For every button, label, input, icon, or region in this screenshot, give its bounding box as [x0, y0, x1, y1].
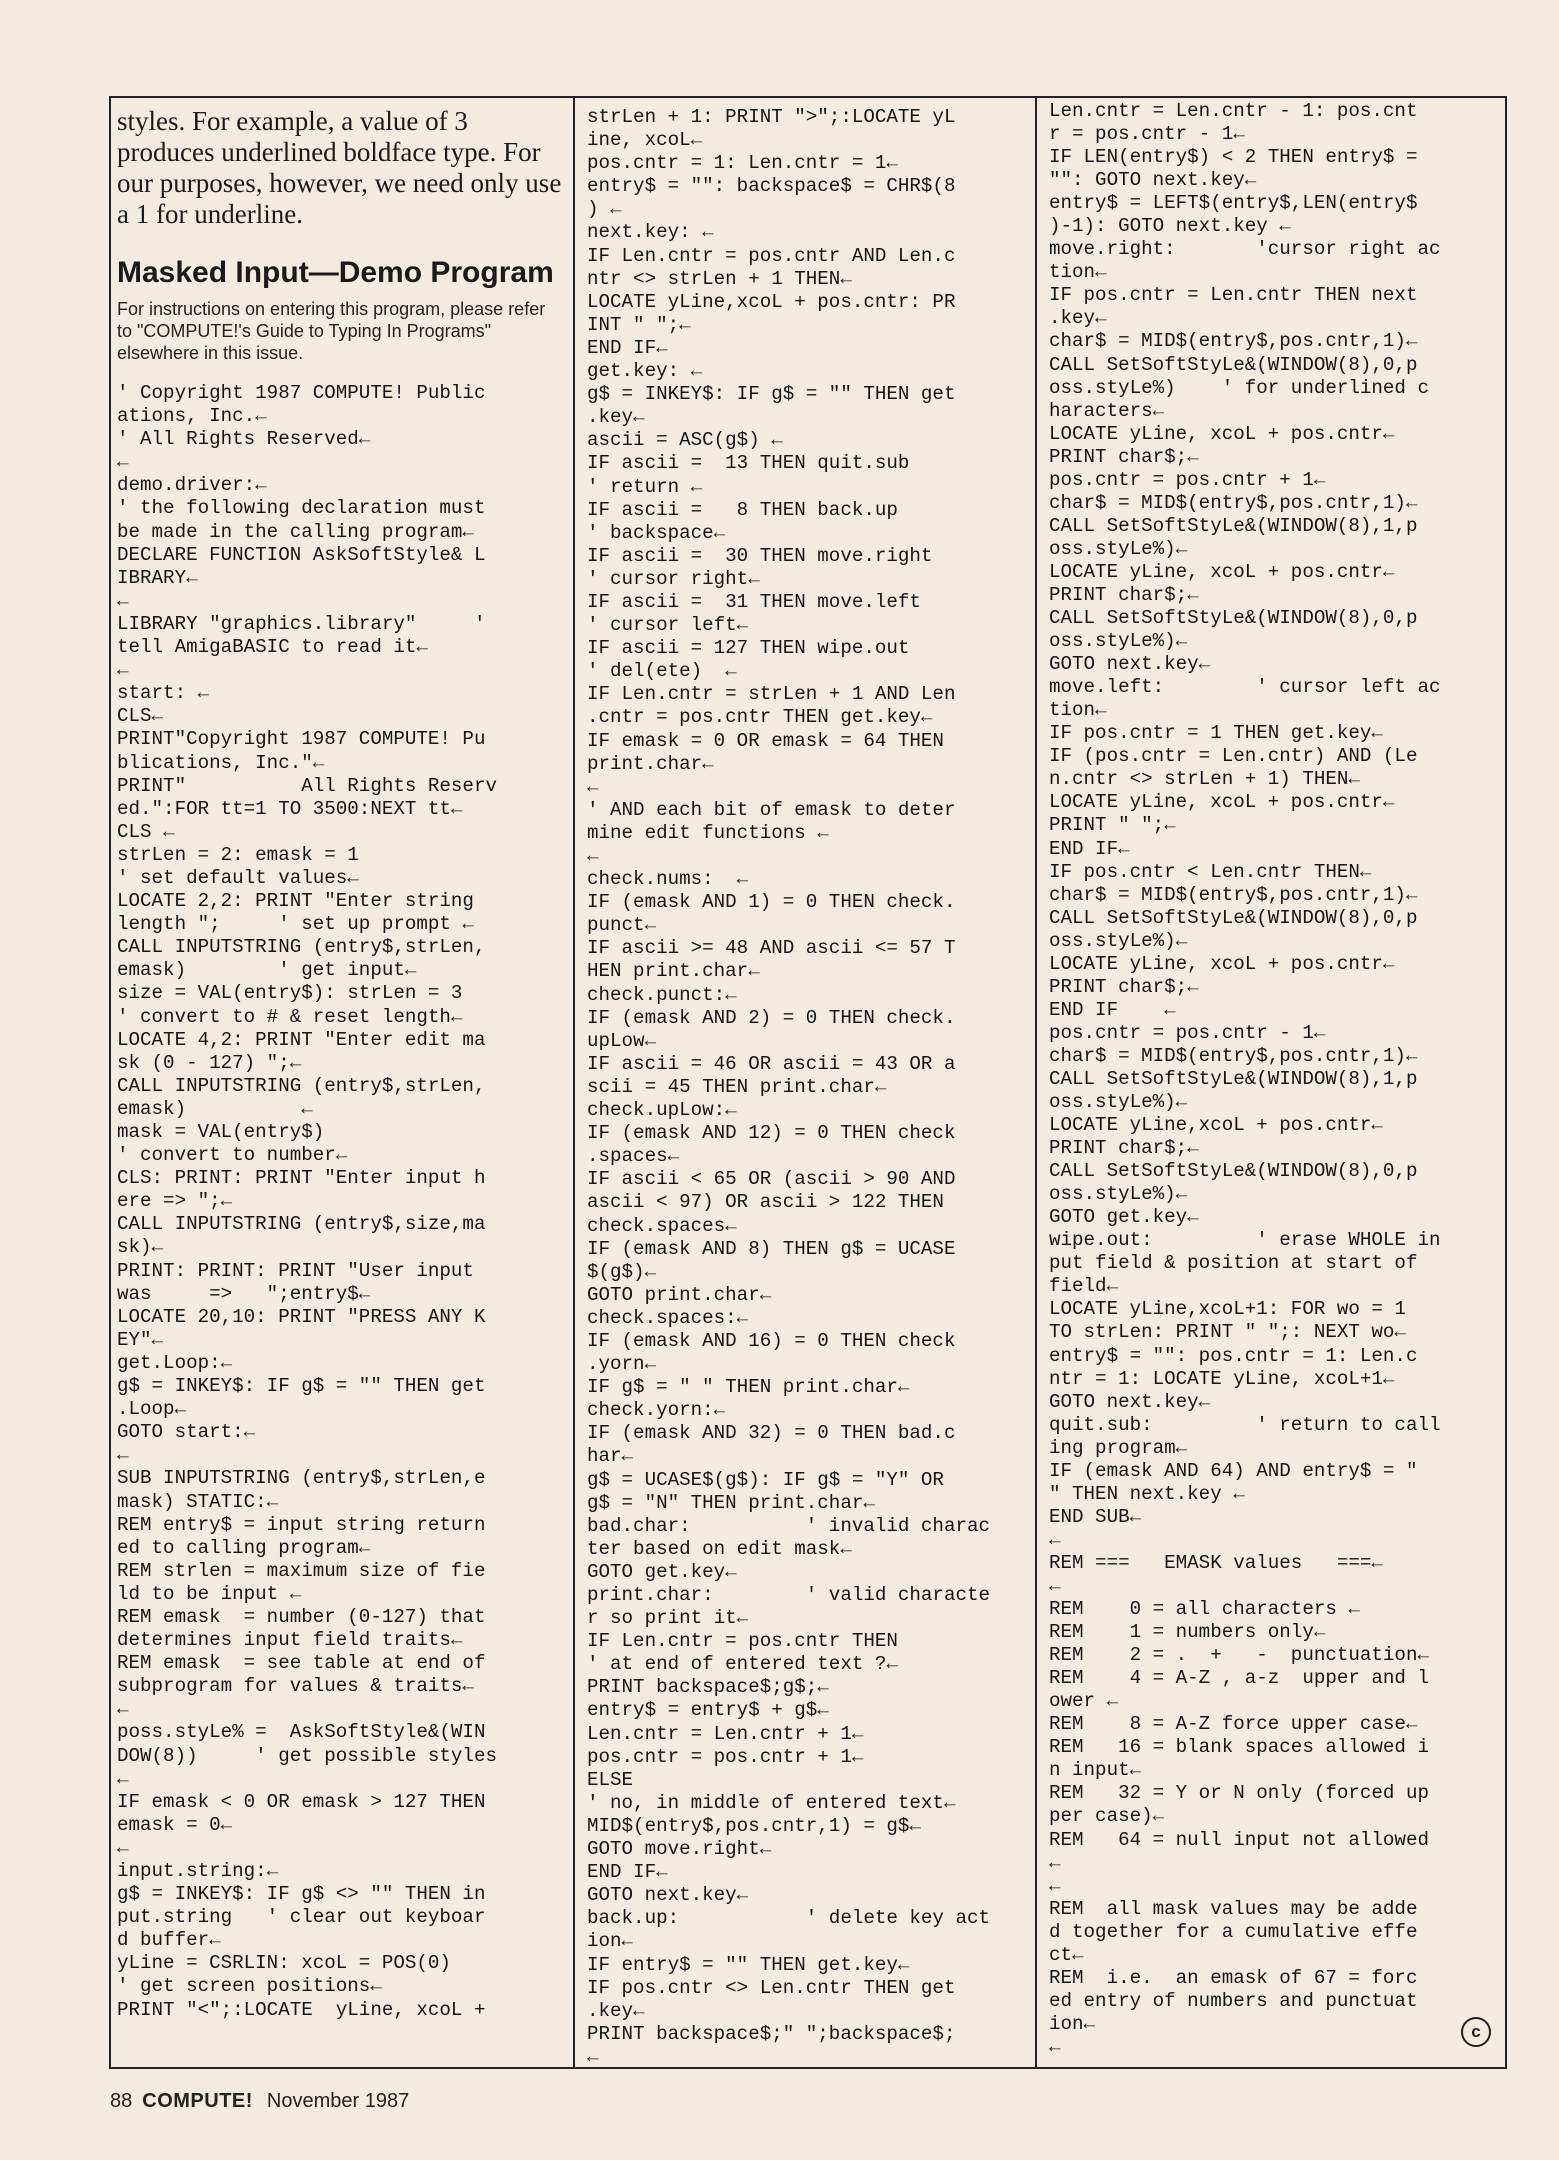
code-line: pos.cntr = pos.cntr + 1← — [587, 1745, 864, 1768]
code-line: sk)← — [117, 1236, 164, 1259]
code-line: oss.styLe%)← — [1049, 537, 1188, 560]
code-line: ← — [1049, 2035, 1061, 2058]
code-line: IF ascii = 127 THEN wipe.out — [587, 637, 910, 660]
code-line: IF pos.cntr < Len.cntr THEN← — [1049, 860, 1372, 883]
code-line: PRINT "<";:LOCATE yLine, xcoL + — [117, 1998, 486, 2021]
code-line: IF (emask AND 32) = 0 THEN bad.c — [587, 1422, 956, 1445]
code-line: move.right: 'cursor right ac — [1049, 238, 1441, 261]
code-line: strLen = 2: emask = 1 — [117, 843, 359, 866]
code-line: REM strlen = maximum size of fie — [117, 1559, 486, 1582]
code-line: g$ = UCASE$(g$): IF g$ = "Y" OR — [587, 1468, 944, 1491]
code-line: ct← — [1049, 1943, 1084, 1966]
code-line: ← — [117, 589, 129, 612]
code-line: GOTO get.key← — [1049, 1206, 1199, 1229]
code-line: CALL SetSoftStyLe&(WINDOW(8),0,p — [1049, 353, 1418, 376]
code-line: CALL SetSoftStyLe&(WINDOW(8),0,p — [1049, 607, 1418, 630]
code-line: IF (emask AND 16) = 0 THEN check — [587, 1329, 956, 1352]
code-line: har← — [587, 1445, 634, 1468]
code-line: IF ascii = 31 THEN move.left — [587, 590, 921, 613]
code-line: END SUB← — [1049, 1505, 1142, 1528]
code-line: PRINT" All Rights Reserv — [117, 774, 497, 797]
code-line: tion← — [1049, 261, 1107, 284]
code-line: ' del(ete) ← — [587, 660, 737, 683]
code-line: DECLARE FUNCTION AskSoftStyle& L — [117, 543, 486, 566]
code-line: LOCATE yLine, xcoL + pos.cntr← — [1049, 791, 1395, 814]
code-line: PRINT: PRINT: PRINT "User input — [117, 1259, 474, 1282]
code-line: ion← — [1049, 2012, 1096, 2035]
code-line: $(g$)← — [587, 1260, 657, 1283]
code-line: emask = 0← — [117, 1813, 233, 1836]
code-listing-col3 — [1049, 100, 1501, 2059]
code-line: Len.cntr = Len.cntr - 1: pos.cnt — [1049, 100, 1418, 122]
code-line: check.spaces:← — [587, 1306, 749, 1329]
code-line: PRINT char$;← — [1049, 445, 1199, 468]
code-line: ← — [117, 1767, 129, 1790]
code-line: .key← — [1049, 307, 1107, 330]
code-line: GOTO move.right← — [587, 1838, 772, 1861]
code-line: IF (emask AND 8) THEN g$ = UCASE — [587, 1237, 956, 1260]
code-line: ntr <> strLen + 1 THEN← — [587, 267, 852, 290]
code-line: d buffer← — [117, 1929, 221, 1952]
code-line: GOTO next.key← — [1049, 653, 1211, 676]
code-line: ← — [117, 1698, 129, 1721]
code-line: subprogram for values & traits← — [117, 1675, 474, 1698]
code-line: ← — [587, 845, 599, 867]
code-line: yLine = CSRLIN: xcoL = POS(0) — [117, 1952, 451, 1975]
code-line: g$ = INKEY$: IF g$ = "" THEN get — [117, 1375, 486, 1398]
code-line: CALL INPUTSTRING (entry$,size,ma — [117, 1213, 486, 1236]
code-line: REM 2 = . + - punctuation← — [1049, 1644, 1429, 1667]
code-line: LOCATE 20,10: PRINT "PRESS ANY K — [117, 1305, 486, 1328]
code-line: ← — [117, 451, 129, 474]
code-line: ' convert to # & reset length← — [117, 1005, 463, 1028]
code-line: ← — [587, 775, 599, 798]
code-line: REM 32 = Y or N only (forced up — [1049, 1782, 1429, 1805]
code-line: oss.styLe%)← — [1049, 630, 1188, 653]
code-line: move.left: ' cursor left ac — [1049, 676, 1441, 699]
code-line: CALL INPUTSTRING (entry$,strLen, — [117, 936, 486, 959]
code-line: IF ascii >= 48 AND ascii <= 57 T — [587, 937, 956, 960]
code-line: pos.cntr = pos.cntr + 1← — [1049, 468, 1326, 491]
code-line: IF (emask AND 1) = 0 THEN check. — [587, 891, 956, 914]
code-line: char$ = MID$(entry$,pos.cntr,1)← — [1049, 883, 1418, 906]
code-line: PRINT"Copyright 1987 COMPUTE! Pu — [117, 728, 486, 751]
code-line: IF ascii = 13 THEN quit.sub — [587, 452, 910, 475]
code-line: " THEN next.key ← — [1049, 1482, 1245, 1505]
code-line: check.punct:← — [587, 983, 737, 1006]
code-line: ' get screen positions← — [117, 1975, 382, 1998]
column-2 — [573, 98, 1035, 2067]
code-line: check.yorn:← — [587, 1399, 726, 1422]
code-line: SUB INPUTSTRING (entry$,strLen,e — [117, 1467, 486, 1490]
code-line: ' All Rights Reserved← — [117, 428, 371, 451]
code-line: IF pos.cntr <> Len.cntr THEN get — [587, 1976, 956, 1999]
code-line: GOTO next.key← — [587, 1884, 749, 1907]
code-line: ← — [1049, 1874, 1061, 1897]
code-line: quit.sub: ' return to call — [1049, 1413, 1441, 1436]
code-line: mask = VAL(entry$) — [117, 1121, 325, 1143]
code-line: emask) ' get input← — [117, 959, 417, 982]
code-line: poss.styLe% = AskSoftStyle&(WIN — [117, 1721, 486, 1744]
code-line: length "; ' set up prompt ← — [117, 913, 474, 936]
code-line: REM 0 = all characters ← — [1049, 1598, 1360, 1621]
code-line: END IF ← — [1049, 998, 1176, 1021]
code-line: input.string:← — [117, 1860, 279, 1882]
code-line: wipe.out: ' erase WHOLE in — [1049, 1229, 1441, 1252]
code-line: ' AND each bit of emask to deter — [587, 798, 956, 821]
code-line: CLS ← — [117, 820, 175, 843]
code-line: ascii < 97) OR ascii > 122 THEN — [587, 1191, 944, 1214]
code-line: "": GOTO next.key← — [1049, 169, 1257, 192]
code-line: size = VAL(entry$): strLen = 3 — [117, 982, 463, 1005]
code-line: IF g$ = " " THEN print.char← — [587, 1376, 910, 1399]
code-line: IF ascii = 46 OR ascii = 43 OR a — [587, 1052, 956, 1075]
code-line: ← — [117, 659, 129, 682]
code-line: print.char: ' valid characte — [587, 1584, 991, 1606]
code-line: g$ = "N" THEN print.char← — [587, 1491, 875, 1514]
column-3 — [1035, 98, 1509, 2067]
code-line: .key← — [587, 406, 645, 429]
code-line: IF ascii = 30 THEN move.right — [587, 544, 933, 567]
code-line: END IF← — [1049, 837, 1130, 860]
code-line: PRINT backspace$;g$;← — [587, 1676, 829, 1699]
code-line: END IF← — [587, 336, 668, 359]
code-line: MID$(entry$,pos.cntr,1) = g$← — [587, 1814, 921, 1837]
code-listing-col1 — [117, 382, 563, 2022]
code-line: GOTO print.char← — [587, 1283, 772, 1306]
code-line: ower ← — [1049, 1690, 1119, 1713]
code-line: LOCATE yLine, xcoL + pos.cntr← — [1049, 422, 1395, 445]
code-line: ' the following declaration must — [117, 497, 486, 520]
code-line: IF entry$ = "" THEN get.key← — [587, 1953, 910, 1976]
code-line: r = pos.cntr - 1← — [1049, 123, 1245, 146]
code-line: entry$ = LEFT$(entry$,LEN(entry$ — [1049, 192, 1418, 215]
code-line: char$ = MID$(entry$,pos.cntr,1)← — [1049, 1044, 1418, 1067]
code-line: .yorn← — [587, 1353, 657, 1376]
code-line: LOCATE yLine,xcoL + pos.cntr← — [1049, 1114, 1383, 1137]
code-line: print.char← — [587, 752, 714, 775]
code-line: CLS← — [117, 705, 164, 728]
code-line: IF pos.cntr = 1 THEN get.key← — [1049, 722, 1383, 745]
code-line: PRINT char$;← — [1049, 583, 1199, 606]
code-line: ' Copyright 1987 COMPUTE! Public — [117, 382, 486, 404]
code-line: haracters← — [1049, 399, 1165, 422]
code-line: LOCATE yLine,xcoL + pos.cntr: PR — [587, 290, 956, 313]
code-line: CLS: PRINT: PRINT "Enter input h — [117, 1167, 486, 1190]
code-line: ← — [1049, 1575, 1061, 1597]
code-line: bad.char: ' invalid charac — [587, 1514, 991, 1537]
code-line: scii = 45 THEN print.char← — [587, 1075, 887, 1098]
article-frame — [109, 96, 1507, 2069]
code-line: DOW(8)) ' get possible styles — [117, 1744, 497, 1767]
code-line: GOTO get.key← — [587, 1560, 737, 1583]
code-line: g$ = INKEY$: IF g$ <> "" THEN in — [117, 1883, 486, 1906]
code-line: REM i.e. an emask of 67 = forc — [1049, 1966, 1418, 1989]
code-line: LOCATE 4,2: PRINT "Enter edit ma — [117, 1028, 486, 1051]
code-line: tion← — [1049, 699, 1107, 722]
code-line: .key← — [587, 1999, 645, 2022]
code-line: REM 1 = numbers only← — [1049, 1621, 1326, 1644]
column-1 — [111, 98, 573, 2067]
article-end-mark: c — [1461, 2017, 1491, 2047]
code-line: start: ← — [117, 682, 210, 705]
code-line: REM 16 = blank spaces allowed i — [1049, 1736, 1429, 1759]
code-line: pos.cntr = 1: Len.cntr = 1← — [587, 152, 898, 175]
code-line: g$ = INKEY$: IF g$ = "" THEN get — [587, 383, 956, 406]
code-line: field← — [1049, 1275, 1119, 1298]
code-line: oss.styLe%)← — [1049, 929, 1188, 952]
code-line: IBRARY← — [117, 566, 198, 589]
code-line: next.key: ← — [587, 221, 714, 244]
code-line: ' backspace← — [587, 521, 726, 544]
code-line: IF (pos.cntr = Len.cntr) AND (Le — [1049, 745, 1418, 768]
code-line: GOTO start:← — [117, 1421, 256, 1444]
code-line: put field & position at start of — [1049, 1252, 1418, 1275]
code-line: REM emask = number (0-127) that — [117, 1605, 486, 1628]
code-line: check.spaces← — [587, 1214, 737, 1237]
code-line: ' cursor right← — [587, 567, 760, 590]
code-line: char$ = MID$(entry$,pos.cntr,1)← — [1049, 330, 1418, 353]
code-line: entry$ = "": pos.cntr = 1: Len.c — [1049, 1344, 1418, 1367]
code-line: INT " ";← — [587, 313, 691, 336]
page-footer — [110, 2090, 409, 2113]
code-line: REM entry$ = input string return — [117, 1513, 486, 1536]
code-line: HEN print.char← — [587, 960, 760, 983]
code-line: ' convert to number← — [117, 1144, 348, 1167]
code-line: was => ";entry$← — [117, 1282, 371, 1305]
magazine-name: COMPUTE! — [142, 2090, 253, 2112]
code-line: n input← — [1049, 1759, 1142, 1782]
code-line: IF Len.cntr = strLen + 1 AND Len — [587, 683, 956, 706]
code-line: PRINT char$;← — [1049, 1137, 1199, 1160]
code-line: IF pos.cntr = Len.cntr THEN next — [1049, 284, 1418, 307]
code-line: oss.styLe%)← — [1049, 1091, 1188, 1114]
code-line: ere => ";← — [117, 1190, 233, 1213]
code-line: ' set default values← — [117, 866, 359, 889]
code-line: LOCATE yLine, xcoL + pos.cntr← — [1049, 560, 1395, 583]
code-line: .Loop← — [117, 1398, 187, 1421]
code-line: IF Len.cntr = pos.cntr THEN — [587, 1630, 898, 1653]
code-line: IF Len.cntr = pos.cntr AND Len.c — [587, 244, 956, 267]
code-line: .spaces← — [587, 1145, 680, 1168]
code-line: ed to calling program← — [117, 1536, 371, 1559]
code-line: punct← — [587, 914, 657, 937]
code-line: END IF← — [587, 1861, 668, 1884]
code-line: REM emask = see table at end of — [117, 1652, 486, 1675]
code-line: IF ascii < 65 OR (ascii > 90 AND — [587, 1168, 956, 1191]
code-line: ' return ← — [587, 475, 703, 498]
code-line: )-1): GOTO next.key ← — [1049, 215, 1291, 238]
code-line: LOCATE yLine,xcoL+1: FOR wo = 1 — [1049, 1298, 1406, 1321]
code-line: IF emask = 0 OR emask = 64 THEN — [587, 729, 944, 752]
code-line: ed entry of numbers and punctuat — [1049, 1989, 1418, 2012]
code-line: put.string ' clear out keyboar — [117, 1906, 486, 1929]
code-line: ELSE — [587, 1768, 634, 1791]
code-line: PRINT char$;← — [1049, 975, 1199, 998]
code-line: ion← — [587, 1930, 634, 1953]
code-line: LOCATE yLine, xcoL + pos.cntr← — [1049, 952, 1395, 975]
code-line: IF (emask AND 12) = 0 THEN check — [587, 1122, 956, 1145]
code-line: REM 64 = null input not allowed — [1049, 1828, 1429, 1851]
code-line: REM 8 = A-Z force upper case← — [1049, 1713, 1418, 1736]
issue-date: November 1987 — [266, 2090, 410, 2112]
code-line: CALL SetSoftStyLe&(WINDOW(8),1,p — [1049, 1067, 1418, 1090]
code-line: ntr = 1: LOCATE yLine, xcoL+1← — [1049, 1367, 1395, 1390]
code-line: r so print it← — [587, 1607, 749, 1630]
code-line: .cntr = pos.cntr THEN get.key← — [587, 706, 933, 729]
intro-paragraph: styles. For example, a value of 3 produces underlined boldface type. For our purposes, however, we need only use a 1 for underline. — [117, 106, 562, 229]
code-line: PRINT " ";← — [1049, 814, 1176, 837]
code-line: get.key: ← — [587, 360, 703, 383]
code-line: check.upLow:← — [587, 1099, 737, 1122]
code-line: strLen + 1: PRINT ">";:LOCATE yL — [587, 106, 956, 128]
code-line: IF emask < 0 OR emask > 127 THEN — [117, 1790, 486, 1813]
code-line: mine edit functions ← — [587, 821, 829, 844]
code-line: ter based on edit mask← — [587, 1537, 852, 1560]
code-line: IF (emask AND 64) AND entry$ = " — [1049, 1459, 1418, 1482]
code-line: EY"← — [117, 1328, 164, 1351]
code-line: ine, xcoL← — [587, 129, 703, 152]
code-line: back.up: ' delete key act — [587, 1907, 991, 1930]
code-line: check.nums: ← — [587, 868, 749, 891]
code-line: demo.driver:← — [117, 474, 267, 497]
code-line: IF (emask AND 2) = 0 THEN check. — [587, 1006, 956, 1029]
code-line: LOCATE 2,2: PRINT "Enter string — [117, 890, 474, 913]
code-line: per case)← — [1049, 1805, 1165, 1828]
code-line: ations, Inc.← — [117, 405, 267, 428]
code-line: ing program← — [1049, 1436, 1188, 1459]
code-line: ← — [587, 2045, 599, 2067]
code-line: IF ascii = 8 THEN back.up — [587, 498, 898, 521]
code-line: ' cursor left← — [587, 614, 749, 637]
code-line: REM 4 = A-Z , a-z upper and l — [1049, 1667, 1429, 1690]
code-line: Len.cntr = Len.cntr + 1← — [587, 1722, 864, 1745]
code-line: REM all mask values may be adde — [1049, 1897, 1418, 1920]
code-line: determines input field traits← — [117, 1629, 463, 1652]
code-line: ) ← — [587, 198, 622, 221]
code-line: ' at end of entered text ?← — [587, 1653, 898, 1676]
code-line: n.cntr <> strLen + 1) THEN← — [1049, 768, 1360, 791]
code-line: IF LEN(entry$) < 2 THEN entry$ = — [1049, 146, 1418, 169]
code-line: CALL SetSoftStyLe&(WINDOW(8),1,p — [1049, 514, 1418, 537]
code-line: oss.styLe%)← — [1049, 1183, 1188, 1206]
page-number: 88 — [110, 2090, 133, 2112]
code-line: sk (0 - 127) ";← — [117, 1051, 302, 1074]
code-line: PRINT backspace$;" ";backspace$; — [587, 2022, 956, 2045]
code-line: CALL SetSoftStyLe&(WINDOW(8),0,p — [1049, 1160, 1418, 1183]
code-line: get.Loop:← — [117, 1351, 233, 1374]
code-line: ← — [117, 1444, 129, 1467]
code-line: blications, Inc."← — [117, 751, 325, 774]
code-line: GOTO next.key← — [1049, 1390, 1211, 1413]
code-line: ascii = ASC(g$) ← — [587, 429, 783, 452]
code-line: oss.styLe%) ' for underlined c — [1049, 376, 1429, 399]
code-line: ed.":FOR tt=1 TO 3500:NEXT tt← — [117, 797, 463, 820]
code-line: be made in the calling program← — [117, 520, 474, 543]
code-line: mask) STATIC:← — [117, 1490, 279, 1513]
code-line: upLow← — [587, 1029, 657, 1052]
code-line: ← — [1049, 1528, 1061, 1551]
section-heading: Masked Input—Demo Program — [117, 256, 554, 289]
typing-instructions: For instructions on entering this program, please refer to "COMPUTE!'s Guide to Typing In Programs" elsewhere in this issue. — [117, 299, 546, 363]
code-line: tell AmigaBASIC to read it← — [117, 636, 428, 659]
code-line: CALL SetSoftStyLe&(WINDOW(8),0,p — [1049, 906, 1418, 929]
code-line: TO strLen: PRINT " ";: NEXT wo← — [1049, 1321, 1406, 1344]
code-line: REM === EMASK values ===← — [1049, 1551, 1383, 1574]
code-line: ' no, in middle of entered text← — [587, 1791, 956, 1814]
code-line: entry$ = "": backspace$ = CHR$(8 — [587, 175, 956, 198]
code-line: char$ = MID$(entry$,pos.cntr,1)← — [1049, 491, 1418, 514]
code-line: LIBRARY "graphics.library" ' — [117, 612, 486, 635]
code-listing-col2 — [587, 106, 1027, 2067]
code-line: entry$ = entry$ + g$← — [587, 1699, 829, 1722]
code-line: ← — [1049, 1851, 1061, 1874]
code-line: pos.cntr = pos.cntr - 1← — [1049, 1021, 1326, 1044]
code-line: CALL INPUTSTRING (entry$,strLen, — [117, 1074, 486, 1097]
code-line: d together for a cumulative effe — [1049, 1920, 1418, 1943]
code-line: emask) ← — [117, 1097, 313, 1120]
code-line: ld to be input ← — [117, 1582, 302, 1605]
code-line: ← — [117, 1836, 129, 1859]
